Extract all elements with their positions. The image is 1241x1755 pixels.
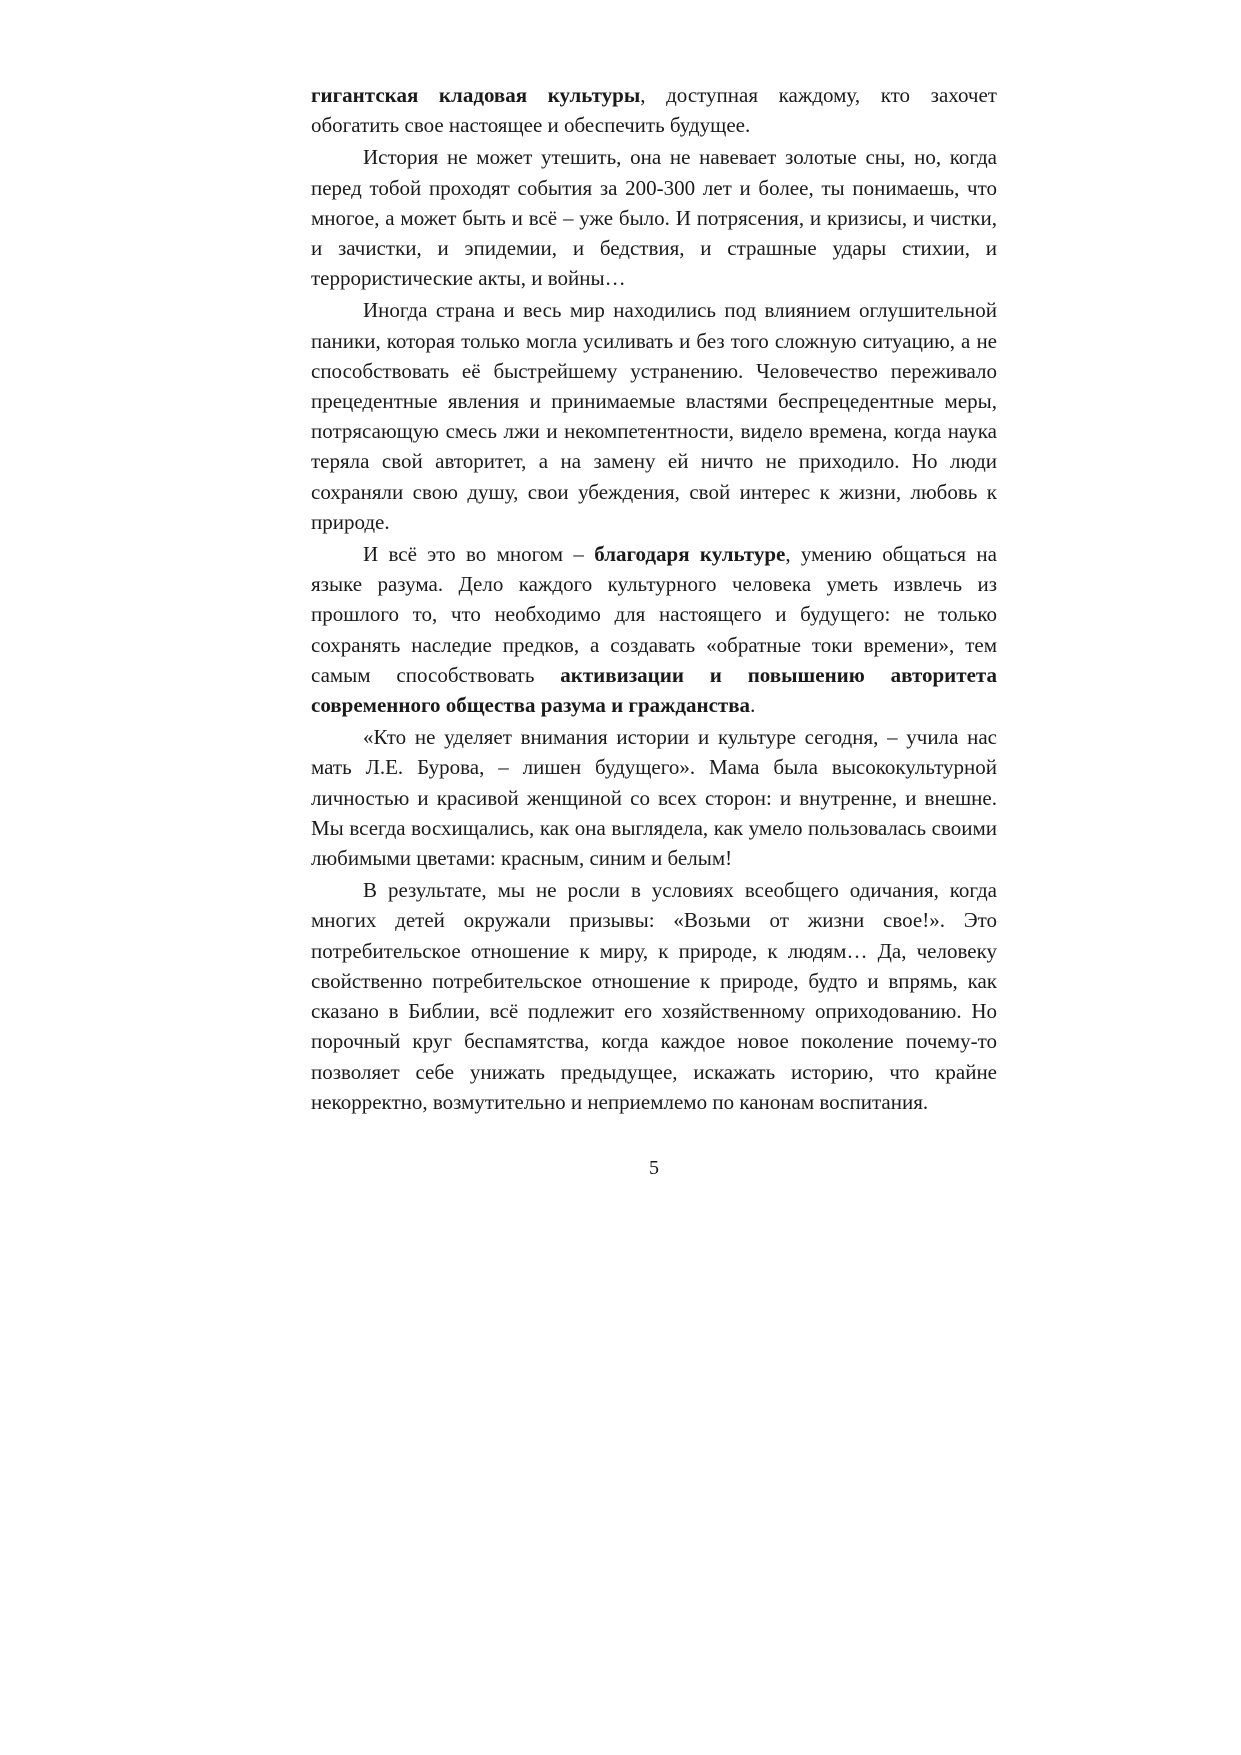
paragraph-4-text-a: И всё это во многом – — [363, 542, 595, 567]
paragraph-2 — [311, 142, 997, 293]
paragraph-1 — [311, 80, 997, 140]
paragraph-4-bold-a: благодаря культуре — [594, 542, 786, 567]
paragraph-6-text: В результате, мы не росли в условиях всеобщего одичания, когда многих детей окружали призывы: «Возьми от жизни свое!». Это потребительское отношение к миру, к природе, к людям… Да, человеку свойственно потребительское отношение к природе, будто и впрямь, как сказано в Библии, всё подлежит его хозяйственному оприходованию. Но порочный круг беспамятства, когда каждое новое поколение почему-то позволяет себе унижать предыдущее, искажать историю, что крайне некорректно, возмутительно и неприемлемо по канонам воспитания. — [311, 878, 997, 1114]
paragraph-4-bold-b: активизации и повышению авторитета современного общества разума и гражданства — [311, 662, 997, 718]
paragraph-3 — [311, 295, 997, 537]
paragraph-6 — [311, 875, 997, 1117]
paragraph-4-text-c: . — [750, 693, 756, 718]
page-number: 5 — [649, 1157, 659, 1179]
paragraph-3-text: Иногда страна и весь мир находились под влиянием оглушительной паники, которая только могла усиливать и без того сложную ситуацию, а не способствовать её быстрейшему устранению. Человечество переживало прецедентные явления и принимаемые властями беспрецедентные меры, потрясающую смесь лжи и некомпетентности, видело времена, когда наука теряла свой авторитет, а на замену ей ничто не приходило. Но люди сохраняли свою душу, свои убеждения, свой интерес к жизни, любовь к природе. — [311, 298, 997, 534]
body-text — [311, 80, 997, 1119]
paragraph-1-bold: гигантская кладовая культуры — [311, 83, 641, 107]
paragraph-4 — [311, 539, 997, 720]
paragraph-2-text: История не может утешить, она не навевает золотые сны, но, когда перед тобой проходят события за 200-300 лет и более, ты понимаешь, что многое, а может быть и всё – уже было. И потрясения, и кризисы, и чистки, и зачистки, и эпидемии, и бедствия, и страшные удары стихии, и террористические акты, и войны… — [311, 145, 997, 291]
paragraph-5-text: «Кто не уделяет внимания истории и культуре сегодня, – учила нас мать Л.Е. Бурова, – лишен будущего». Мама была высококультурной личностью и красивой женщиной со всех сторон: и внутренне, и внешне. Мы всегда восхищались, как она выглядела, как умело пользовалась своими любимыми цветами: красным, синим и белым! — [311, 725, 997, 871]
paragraph-1-text: , доступная каждому, кто захочет обогатить свое настоящее и обеспечить будущее. — [311, 83, 997, 138]
paragraph-4-text-b: , умению общаться на языке разума. Дело каждого культурного человека уметь извлечь из прошлого то, что необходимо для настоящего и будущего: не только сохранять наследие предков, а создавать «обратные токи времени», тем самым способствовать — [311, 542, 997, 687]
paragraph-5 — [311, 722, 997, 873]
